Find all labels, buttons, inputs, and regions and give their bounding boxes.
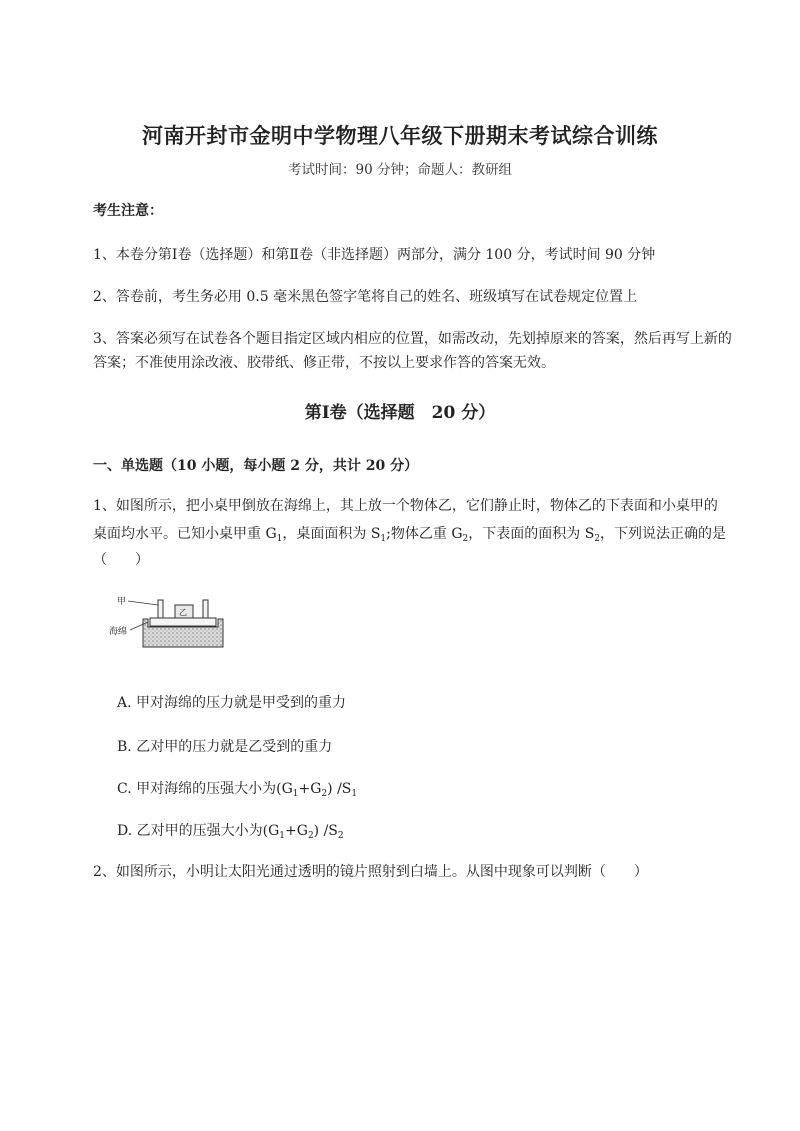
option-a: A. 甲对海绵的压力就是甲受到的重力 (117, 695, 347, 711)
section-title: 第Ⅰ卷（选择题 20 分） (304, 403, 496, 423)
question-1-line-2: 桌面均水平。已知小桌甲重 $G_1$，桌面面积为 $S_1$;物体乙重 $G_2$，下表面的面积为 $S_2$，下列说法正确的是 (93, 526, 727, 544)
notice-heading: 考生注意： (93, 203, 163, 219)
option-d: D. 乙对甲的压强大小为$(G_1+G_2)$ $/S_2$ (117, 823, 344, 841)
label-yi: 乙 (179, 608, 187, 617)
question-1-line-3: （ ） (93, 552, 149, 568)
exam-subtitle: 考试时间：90 分钟；命题人：教研组 (288, 162, 512, 178)
label-jia-leader (128, 601, 158, 605)
question-1-figure (108, 592, 233, 656)
exam-title: 河南开封市金明中学物理八年级下册期末考试综合训练 (142, 123, 658, 148)
notice-item-1: 1、本卷分第Ⅰ卷（选择题）和第Ⅱ卷（非选择题）两部分，满分 100 分，考试时间 90 分钟 (93, 247, 656, 263)
notice-item-3: 3、答案必须写在试卷各个题目指定区域内相应的位置，如需改动，先划掉原来的答案，然后再写上新的答案；不准使用涂改液、胶带纸、修正带，不按以上要求作答的答案无效。 (93, 331, 732, 371)
part-heading: 一、单选题（10 小题，每小题 2 分，共计 20 分） (93, 458, 419, 474)
question-2: 2、如图所示，小明让太阳光通过透明的镜片照射到白墙上。从图中现象可以判断（ ） (93, 864, 648, 880)
option-c: C. 甲对海绵的压强大小为$(G_1+G_2)$ $/S_1$ (117, 781, 358, 799)
question-1-line-1: 1、如图所示，把小桌甲倒放在海绵上，其上放一个物体乙，它们静止时，物体乙的下表面和小桌甲的 (93, 498, 718, 514)
notice-item-2: 2、答卷前，考生务必用 0.5 毫米黑色签字笔将自己的姓名、班级填写在试卷规定位置上 (93, 289, 638, 305)
label-jia: 甲 (117, 597, 127, 607)
label-sponge: 海绵 (109, 627, 128, 637)
option-b: B. 乙对甲的压力就是乙受到的重力 (117, 739, 333, 755)
